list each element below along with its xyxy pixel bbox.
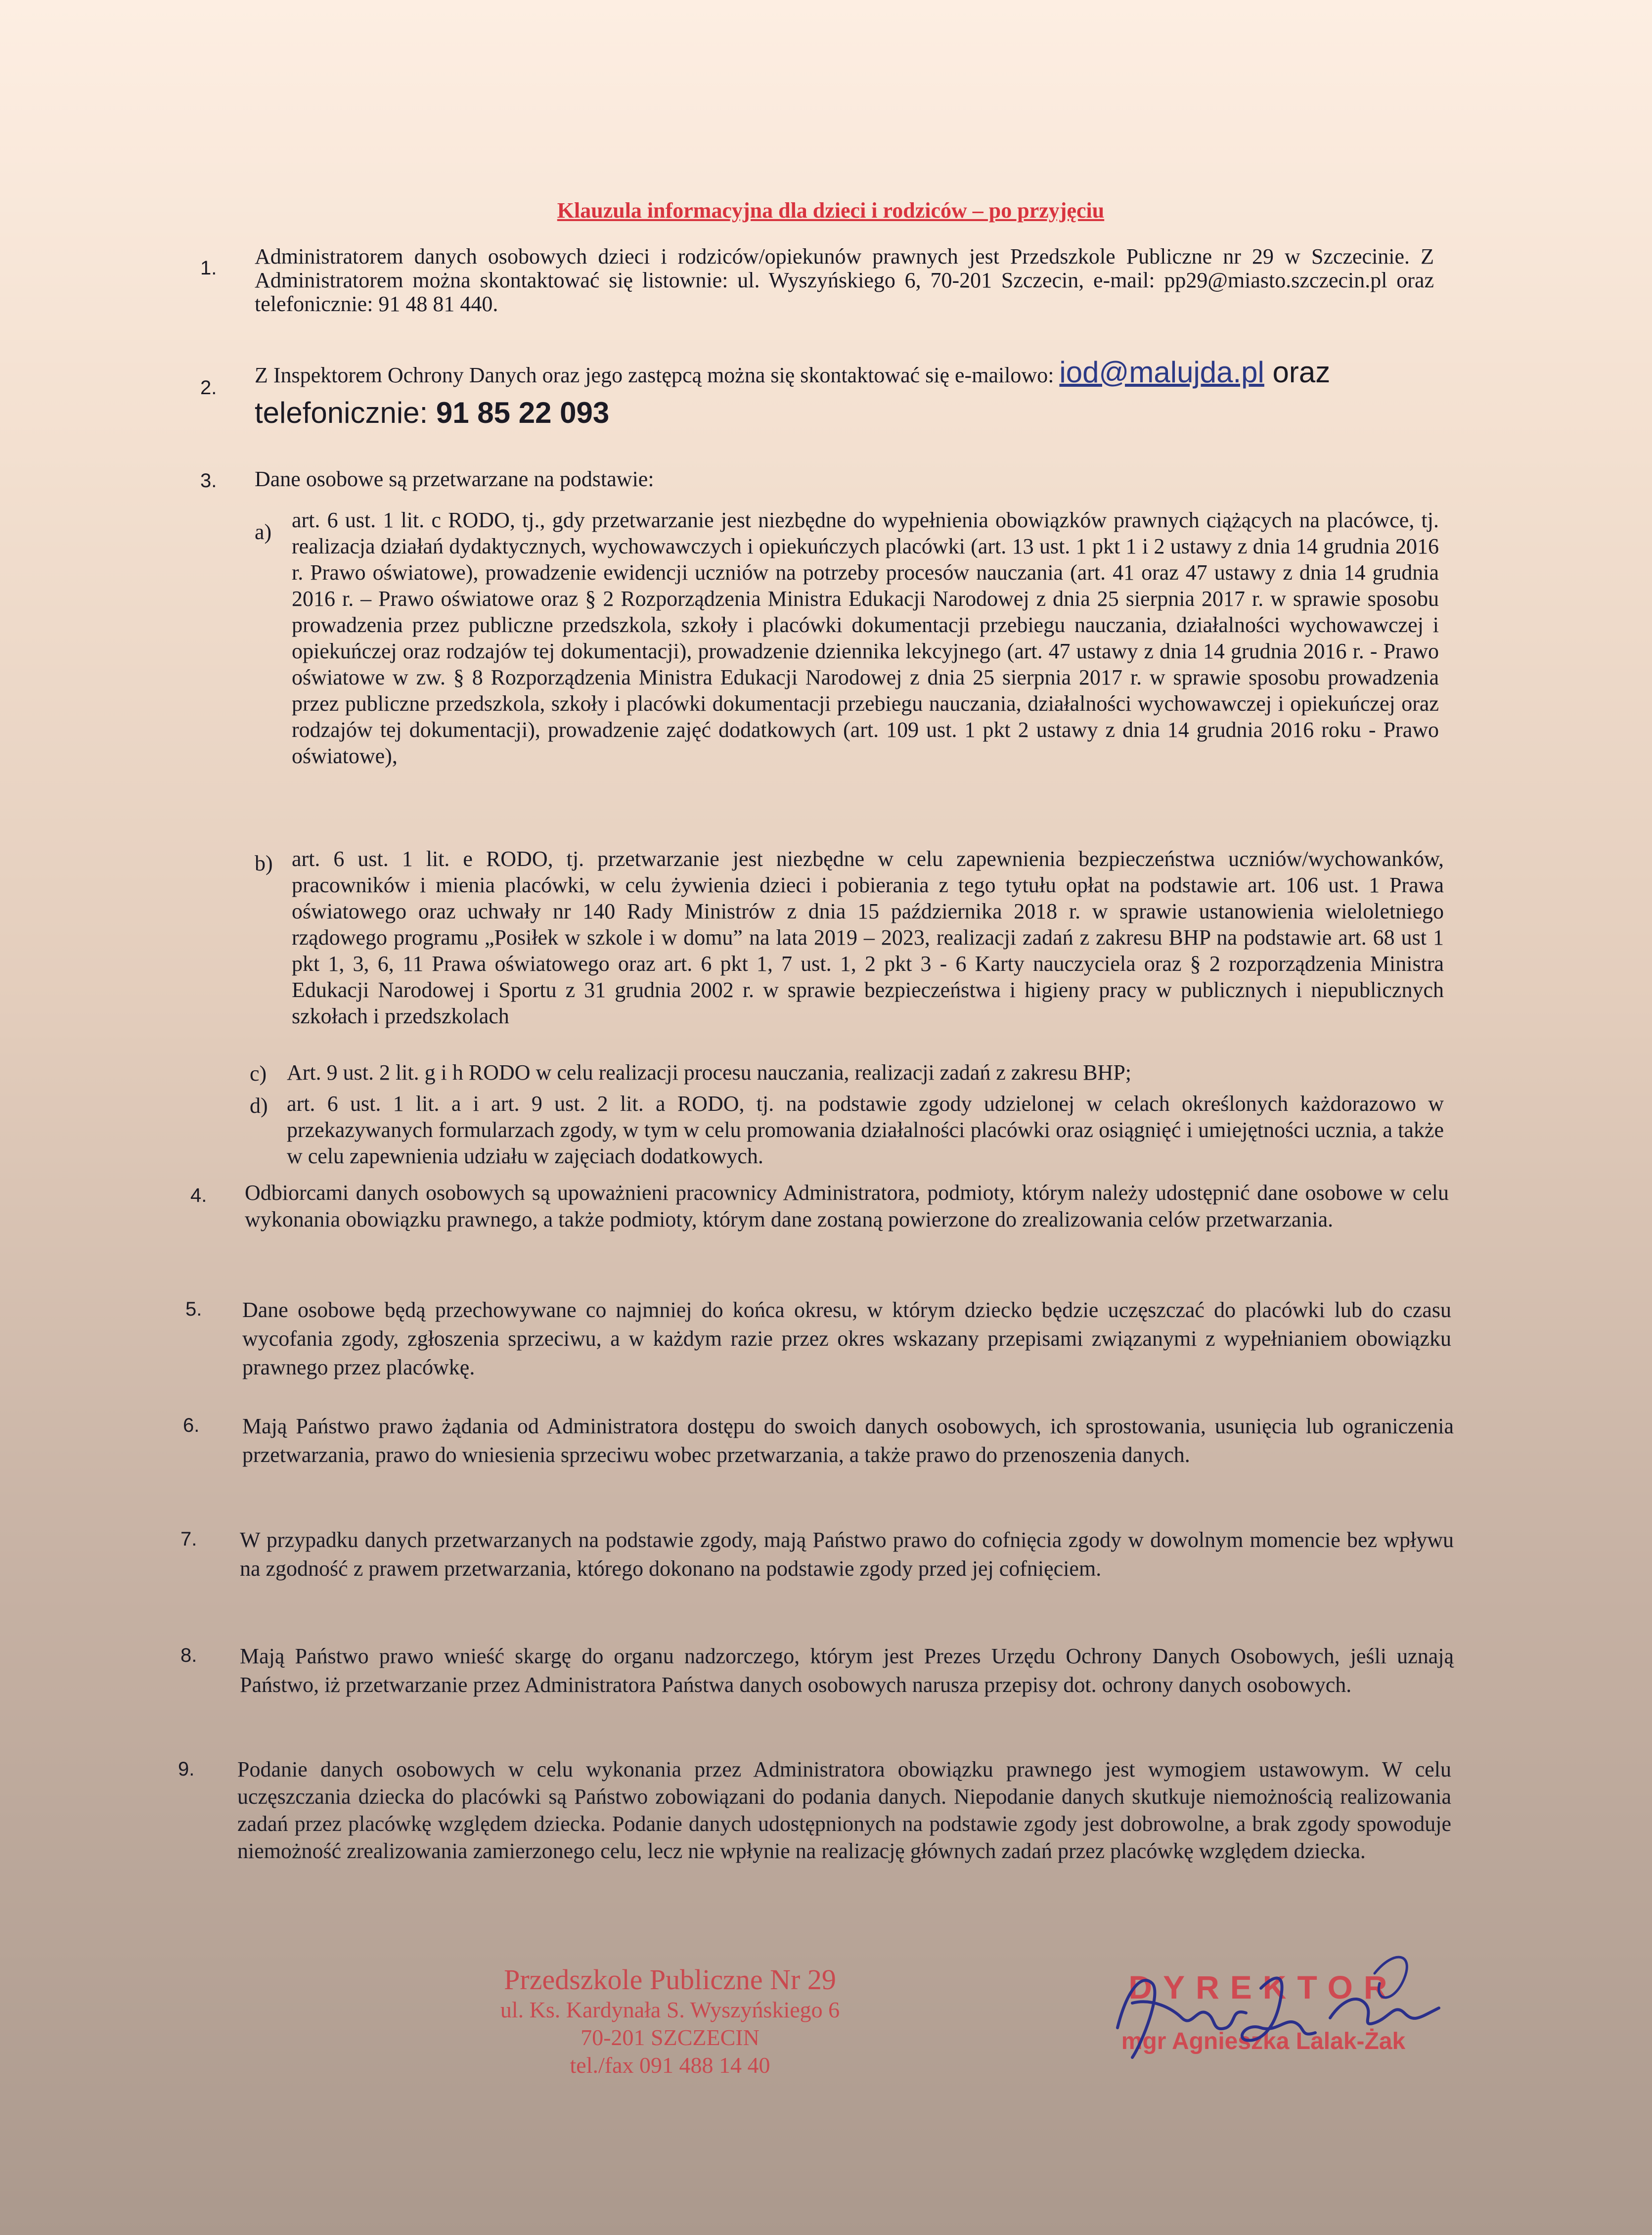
subitem-label: c) [250,1061,267,1086]
item-number: 3. [200,470,217,492]
item-text: Administratorem danych osobowych dzieci i rodziców/opiekunów prawnych jest Przedszkole Publiczne nr 29 w Szczecinie. Z Administratorem można skontaktować się listownie: ul. Wyszyńskiego 6, 70-201 Szczecin, e-mail: pp29@miasto.szczecin.pl oraz telefonicznie: 91 48 81 440. [255,244,1434,316]
item-text: Podanie danych osobowych w celu wykonania przez Administratora obowiązku prawnego jest wymogiem ustawowym. W celu uczęszczania dziecka do placówki są Państwo zobowiązani do podania danych. Niepodanie danych skutkuje niemożnością realizowania zadań przez placówkę względem dziecka. Podanie danych udostępnionych na podstawie zgody jest dobrowolne, a brak zgody spowoduje niemożność zrealizowania zamierzonego celu, lecz nie wpłynie na realizację głównych zadań przez placówkę względem dziecka. [237,1757,1451,1863]
iod-phone: 91 85 22 093 [436,396,610,429]
institution-stamp [460,1963,880,2079]
item-number: 9. [178,1758,195,1780]
handwritten-signature [1098,1944,1444,2067]
item-text: Dane osobowe są przetwarzane na podstawie: [255,467,654,491]
director-name: mgr Agnieszka Lalak-Żak [1121,2028,1406,2054]
item-number: 7. [180,1528,197,1550]
item-number: 5. [185,1298,202,1320]
subitem-label: a) [255,520,272,544]
director-title: DYREKTOR [1128,1969,1398,2006]
stamp-line: tel./fax 091 488 14 40 [570,2053,770,2078]
item-number: 4. [190,1185,207,1206]
item-text-part: oraz [1264,356,1331,389]
item-number: 1. [200,257,217,279]
subitem-text: art. 6 ust. 1 lit. c RODO, tj., gdy przetwarzanie jest niezbędne do wypełnienia obowiązków prawnych ciążących na placówce, tj. realizacja działań dydaktycznych, wychowawczych i opiekuńczych placówki (art. 13 ust. 1 pkt 1 i 2 ustawy z dnia 14 grudnia 2016 r. Prawo oświatowe), prowadzenie ewidencji uczniów na potrzeby procesów nauczania (art. 41 oraz 47 ustawy z dnia 14 grudnia 2016 r. – Prawo oświatowe oraz § 2 Rozporządzenia Ministra Edukacji Narodowej z dnia 25 sierpnia 2017 r. w sprawie sposobu prowadzenia przez publiczne przedszkola, szkoły i placówki dokumentacji przebiegu nauczania, działalności wychowawczej i opiekuńczej oraz rodzajów tej dokumentacji), prowadzenie dziennika lekcyjnego (art. 47 ustawy z dnia 14 grudnia 2016 r. - Prawo oświatowe w zw. § 8 Rozporządzenia Ministra Edukacji Narodowej z dnia 25 sierpnia 2017 r. w sprawie sposobu prowadzenia przez publiczne przedszkola, szkoły i placówki dokumentacji przebiegu nauczania, działalności wychowawczej i opiekuńczej oraz rodzajów tej dokumentacji), prowadzenie zajęć dodatkowych (art. 109 ust. 1 pkt 2 ustawy z dnia 14 grudnia 2016 roku - Prawo oświatowe), [292,508,1439,768]
stamp-line: 70-201 SZCZECIN [580,2025,759,2050]
item-text: Dane osobowe będą przechowywane co najmniej do końca okresu, w którym dziecko będzie uczęszczać do placówki lub do czasu wycofania zgody, zgłoszenia sprzeciwu, a w każdym razie przez okres wskazany przepisami związanymi z wypełnianiem obowiązku prawnego przez placówkę. [242,1298,1451,1379]
phone-label: telefonicznie: [255,396,436,429]
item-text: Mają Państwo prawo wnieść skargę do organu nadzorczego, którym jest Prezes Urzędu Ochrony Danych Osobowych, jeśli uznają Państwo, iż przetwarzanie przez Administratora Państwa danych osobowych narusza przepisy dot. ochrony danych osobowych. [240,1644,1454,1697]
item-number: 2. [200,377,217,399]
stamp-line: ul. Ks. Kardynała S. Wyszyńskiego 6 [500,1997,840,2022]
subitem-text: Art. 9 ust. 2 lit. g i h RODO w celu realizacji procesu nauczania, realizacji zadań z zakresu BHP; [287,1060,1132,1085]
document-title: Klauzula informacyjna dla dzieci i rodziców – po przyjęciu [557,198,1105,223]
item-number: 8. [180,1644,197,1666]
subitem-text: art. 6 ust. 1 lit. a i art. 9 ust. 2 lit. a RODO, tj. na podstawie zgody udzielonej w celach określonych każdorazowo w przekazywanych formularzach zgody, w tym w celu promowania działalności placówki oraz osiągnięć i umiejętności ucznia, a także w celu zapewnienia udziału w zajęciach dodatkowych. [287,1092,1444,1168]
item-text: Odbiorcami danych osobowych są upoważnieni pracownicy Administratora, podmioty, którym należy udostępnić dane osobowe w celu wykonania obowiązku prawnego, a także podmioty, którym dane zostaną powierzone do zrealizowania celów przetwarzania. [245,1181,1449,1232]
item-text [255,354,1446,435]
stamp-line: Przedszkole Publiczne Nr 29 [504,1963,836,1996]
item-text: W przypadku danych przetwarzanych na podstawie zgody, mają Państwo prawo do cofnięcia zgody w dowolnym momencie bez wpływu na zgodność z prawem przetwarzania, którego dokonano na podstawie zgody przed jej cofnięciem. [240,1528,1454,1581]
item-text: Mają Państwo prawo żądania od Administratora dostępu do swoich danych osobowych, ich sprostowania, usunięcia lub ograniczenia przetwarzania, prawo do wniesienia sprzeciwu wobec przetwarzania, a także prawo do przenoszenia danych. [242,1414,1454,1467]
item-text-part: Z Inspektorem Ochrony Danych oraz jego zastępcą można się skontaktować się e-mailowo: [255,363,1060,387]
iod-email-link[interactable]: iod@malujda.pl [1059,356,1264,389]
item-number: 6. [183,1414,200,1436]
subitem-label: d) [250,1094,268,1118]
subitem-text: art. 6 ust. 1 lit. e RODO, tj. przetwarzanie jest niezbędne w celu zapewnienia bezpieczeństwa uczniów/wychowanków, pracowników i mienia placówki, w celu żywienia dzieci i pobierania z tego tytułu opłat na podstawie art. 106 ust. 1 Prawa oświatowego oraz uchwały nr 140 Rady Ministrów z dnia 15 października 2018 r. w sprawie ustanowienia wieloletniego rządowego programu „Posiłek w szkole i w domu” na lata 2019 – 2023, realizacji zadań z zakresu BHP na podstawie art. 68 ust 1 pkt 1, 3, 6, 11 Prawa oświatowego oraz art. 6 pkt 1, 7 ust. 1, 2 pkt 3 - 6 Karty nauczyciela oraz § 2 rozporządzenia Ministra Edukacji Narodowej i Sportu z 31 grudnia 2002 r. w sprawie bezpieczeństwa i higieny pracy w publicznych i niepublicznych szkołach i przedszkolach [292,847,1444,1028]
subitem-label: b) [255,851,273,875]
